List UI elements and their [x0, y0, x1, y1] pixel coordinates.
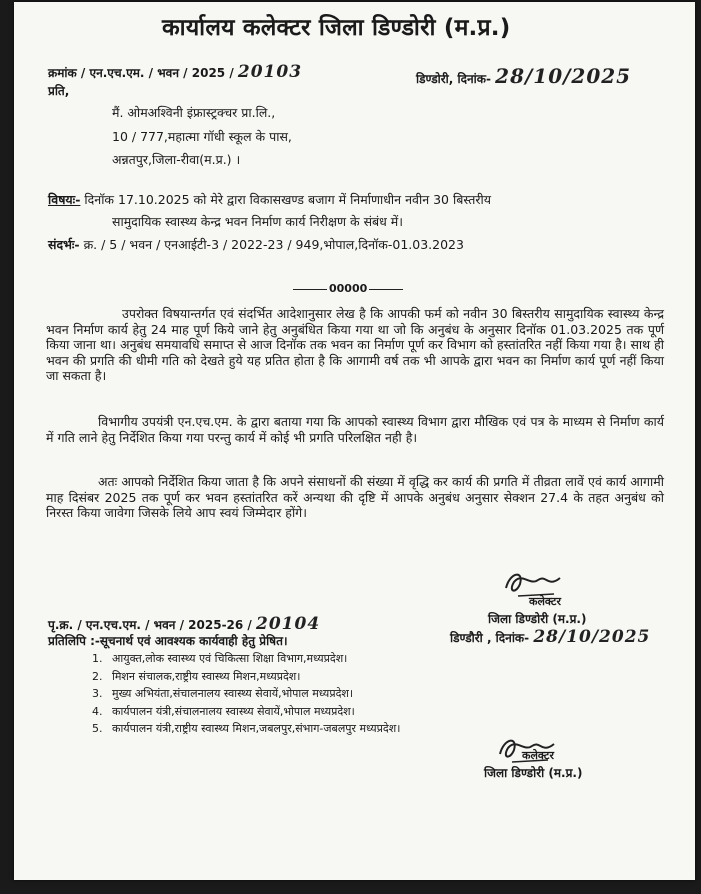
copy-label: प्रतिलिपि :-सूचनार्थ एवं आवश्यक कार्यवाही हेतु प्रेषित। — [48, 634, 288, 648]
list-item: 5. कार्यपालन यंत्री,राष्ट्रीय स्वास्थ्य मिशन,जबलपुर,संभाग-जबलपुर मध्यप्रदेश। — [92, 722, 401, 735]
endorsement-number — [48, 614, 320, 634]
list-item: 1. आयुक्त,लोक स्वास्थ्य एवं चिकित्सा शिक्षा विभाग,मध्यप्रदेश। — [92, 652, 348, 665]
list-item: 4. कार्यपालन यंत्री,संचालनालय स्वास्थ्य सेवायें,भोपाल मध्यप्रदेश। — [92, 704, 355, 718]
paragraph-2-text: विभागीय उपयंत्री एन.एच.एम. के द्वारा बताया गया कि आपको स्वास्थ्य विभाग द्वारा मौखिक एवं पत्र के माध्यम से निर्माण कार्य में गति लाने हेतु निर्देशित किया गया परन्तु कार्य में कोई भी प्रगति परिलक्षित नही है। — [46, 414, 664, 445]
date-2-handwritten: 28/10/2025 — [533, 627, 651, 647]
paragraph-1-text: उपरोक्त विषयान्तर्गत एवं संदर्भित आदेशानुसार लेख है कि आपकी फर्म को नवीन 30 बिस्तरीय सामुदायिक स्वास्थ्य केन्द्र भवन निर्माण कार्य हेतु 24 माह पूर्ण किये जाने हेतु अनुबंधित किया गया था जो कि अनुबंध के अनुसार दिनॉक 01.03.2025 तक पूर्ण किया जाना था। अनुबंध समयावधि समाप्त से आज दिनॉक तक भवन का निर्माण पूर्ण कर विभाग को हस्तांतरित नहीं किया गया है। साथ ही भवन की प्रगति की धीमी गति को देखते हुये यह प्रतित होता है कि आगामी वर्ष तक भी आपके द्वारा भवन का निर्माण कार्य पूर्ण नहीं किया जा सकता है। — [46, 306, 664, 383]
letter-page — [14, 2, 695, 880]
to-label: प्रति, — [48, 84, 70, 98]
body-paragraph-2 — [46, 414, 664, 445]
subject-label: विषयः- — [48, 192, 81, 207]
section-divider — [291, 282, 405, 295]
signatory-2-designation: कलेक्टर — [522, 749, 554, 762]
endorsement-number-handwritten: 20104 — [256, 614, 321, 634]
signatory-district: जिला डिण्डोरी (म.प्र.) — [488, 612, 587, 626]
endorsement-number-prefix: पृ.क्र. / एन.एच.एम. / भवन / 2025-26 / — [48, 618, 252, 632]
reference-label: संदर्भः- — [48, 237, 80, 252]
copy-list — [92, 650, 400, 738]
place-date-label: डिण्डोरी, दिनांक- — [416, 72, 491, 86]
letter-number-prefix: क्रमांक / एन.एच.एम. / भवन / 2025 / — [48, 66, 234, 80]
subject-line-2: सामुदायिक स्वास्थ्य केन्द्र भवन निर्माण कार्य निरीक्षण के संबंध में। — [112, 214, 404, 229]
list-item: 2. मिशन संचालक,राष्ट्रीय स्वास्थ्य मिशन,मध्यप्रदेश। — [92, 669, 301, 683]
subject-line-1: दिनॉक 17.10.2025 को मेरे द्वारा विकासखण्ड बजाग में निर्माणाधीन नवीन 30 बिस्तरीय — [84, 192, 491, 207]
recipient-line-3: अन्नतपुर,जिला-रीवा(म.प्र.) । — [112, 152, 241, 167]
recipient-line-1: मैं. ओमअश्विनी इंफ्रास्ट्रक्चर प्रा.लि., — [112, 105, 276, 120]
date-handwritten: 28/10/2025 — [495, 64, 632, 88]
reference — [48, 236, 464, 253]
letter-number — [48, 62, 302, 82]
place-date-2 — [450, 627, 650, 647]
paragraph-3-text: अतः आपको निर्देशित किया जाता है कि अपने संसाधनों की संख्या में वृद्धि कर कार्य की प्रगति में तीव्रता लावें एवं कार्य आगामी माह दिसंबर 2025 तक पूर्ण कर भवन हस्तांतरित करें अन्यथा की दृष्टि में आपके अनुबंध अनुसार सेक्शन 27.4 के तहत अनुबंध को निरस्त किया जावेगा जिसके लिये आप स्वयं जिम्मेदार होंगे। — [46, 474, 664, 520]
place-date — [416, 64, 631, 88]
office-title: कार्यालय कलेक्टर जिला डिण्डोरी (म.प्र.) — [162, 15, 511, 41]
divider-text: 00000 — [329, 282, 368, 295]
list-item: 3. मुख्य अभियंता,संचालनालय स्वास्थ्य सेवायें,भोपाल मध्यप्रदेश। — [92, 687, 354, 700]
place-date-2-label: डिण्डौरी , दिनांक- — [450, 631, 530, 645]
signatory-2-district: जिला डिण्डोरी (म.प्र.) — [484, 766, 583, 780]
letter-number-handwritten: 20103 — [237, 62, 303, 82]
body-paragraph-3 — [46, 474, 664, 521]
reference-text: क्र. / 5 / भवन / एनआईटी-3 / 2022-23 / 949,भोपाल,दिनॉक-01.03.2023 — [83, 237, 464, 252]
signatory-designation: कलेक्टर — [529, 595, 561, 608]
subject — [48, 191, 491, 208]
recipient-line-2: 10 / 777,महात्मा गॉधी स्कूल के पास, — [112, 129, 292, 144]
body-paragraph-1 — [46, 306, 664, 384]
